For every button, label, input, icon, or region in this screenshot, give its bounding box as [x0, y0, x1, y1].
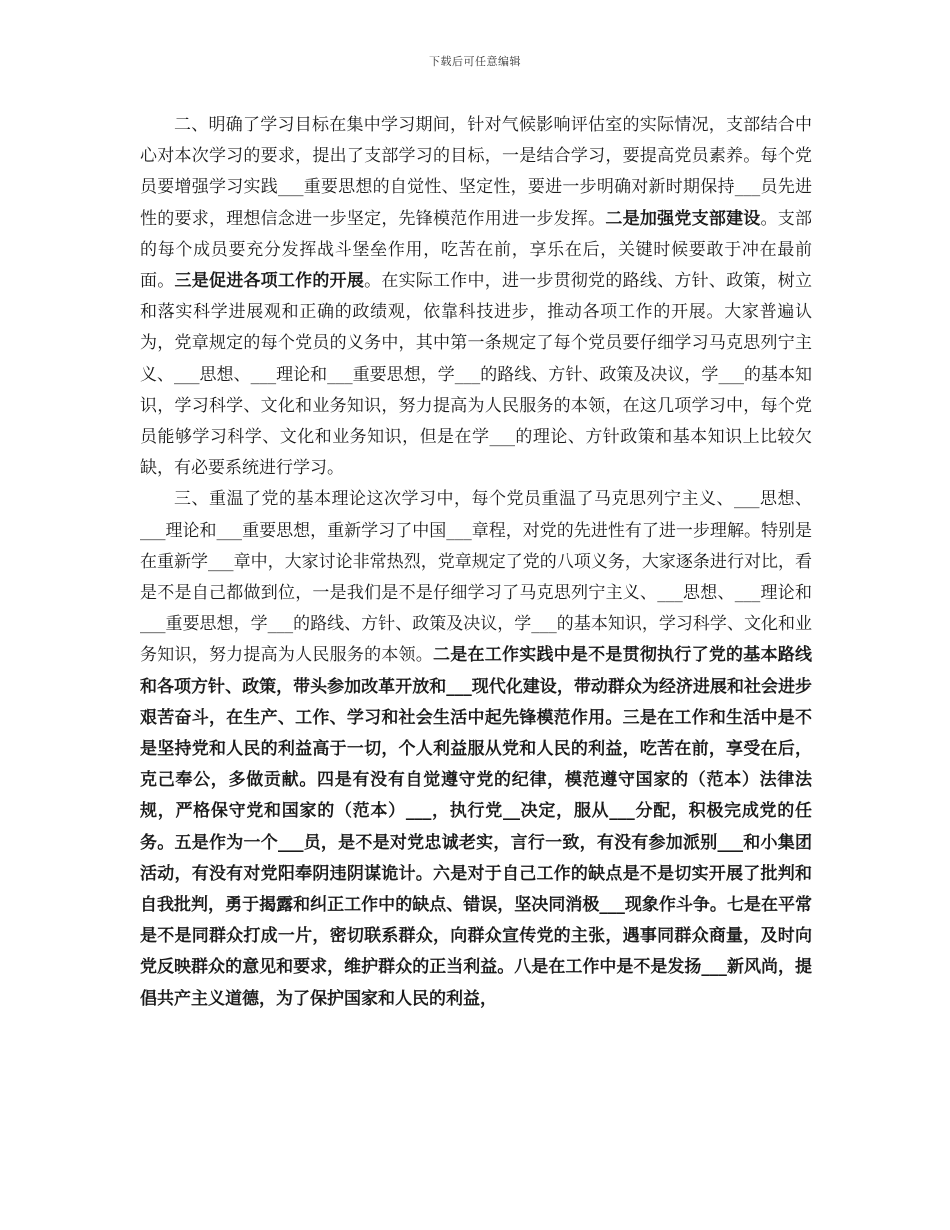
page-header: 下载后可任意编辑 — [429, 55, 521, 68]
bold-heading-work-progress: 三是促进各项工作的开展 — [174, 271, 365, 292]
document-body — [140, 110, 812, 1015]
text-segment: 。在实际工作中，进一步贯彻党的路线、方针、政策，树立和落实科学进展观和正确的政绩观，依靠科技进步，推动各项工作的开展。大家普遍认为，党章规定的每个党员的义务中，其中第一条规定了每个党员要仔细学习马克思列宁主义、___思想、___理论和___重要思想，学___的路线、方针、政策及决议，学___的基本知识，学习科学、文化和业务知识，努力提高为人民服务的本领，在这几项学习中，每个党员能够学习科学、文化和业务知识，但是在学___的理论、方针政策和基本知识上比较欠缺，有必要系统进行学习。 — [140, 271, 813, 479]
text-segment: 三、重温了党的基本理论这次学习中，每个党员重温了马克思列宁主义、___思想、___理论和___重要思想，重新学习了中国___章程，对党的先进性有了进一步理解。特别是在重新学___章中，大家讨论非常热烈，党章规定了党的八项义务，大家逐条进行对比，看是不是自己都做到位，一是我们是不是仔细学习了马克思列宁主义、___思想、___理论和___重要思想，学___的路线、方针、政策及决议，学___的基本知识，学习科学、文化和业务知识，努力提高为人民服务的本领。 — [140, 489, 812, 666]
text-segment: 。支部的每个成员要充分发挥战斗堡垒作用，吃苦在前，享乐在后，关键时候要敢于冲在最前面。 — [140, 208, 813, 292]
text-segment: 二、明确了学习目标在集中学习期间，针对气候影响评估室的实际情况，支部结合中心对本次学习的要求，提出了支部学习的目标，一是结合学习，要提高党员素养。每个党员要增强学习实践___重要思想的自觉性、坚定性，要进一步明确对新时期保持___员先进性的要求，理想信念进一步坚定，先锋模范作用进一步发挥。 — [140, 115, 812, 229]
bold-heading-party-branch: 二是加强党支部建设 — [605, 208, 761, 229]
paragraph-theory-review — [140, 484, 812, 1014]
paragraph-goals — [140, 110, 812, 484]
bold-obligations-list: 二是在工作实践中是不是贯彻执行了党的基本路线和各项方针、政策，带头参加改革开放和___现代化建设，带动群众为经济进展和社会进步艰苦奋斗，在生产、工作、学习和社会生活中起先锋模范作用。三是在工作和生活中是不是坚持党和人民的利益高于一切，个人利益服从党和人民的利益，吃苦在前，享受在后，克己奉公，多做贡献。四是有没有自觉遵守党的纪律，模范遵守国家的（范本）法律法规，严格保守党和国家的（范本）___，执行党__决定，服从___分配，积极完成党的任务。五是作为一个___员，是不是对党忠诚老实，言行一致，有没有参加派别___和小集团活动，有没有对党阳奉阴违阴谋诡计。六是对于自己工作的缺点是不是切实开展了批判和自我批判，勇于揭露和纠正工作中的缺点、错误，坚决同消极___现象作斗争。七是在平常是不是同群众打成一片，密切联系群众，向群众宣传党的主张，遇事同群众商量，及时向党反映群众的意见和要求，维护群众的正当利益。八是在工作中是不是发扬___新风尚，提倡共产主义道德，为了保护国家和人民的利益， — [140, 645, 813, 1009]
